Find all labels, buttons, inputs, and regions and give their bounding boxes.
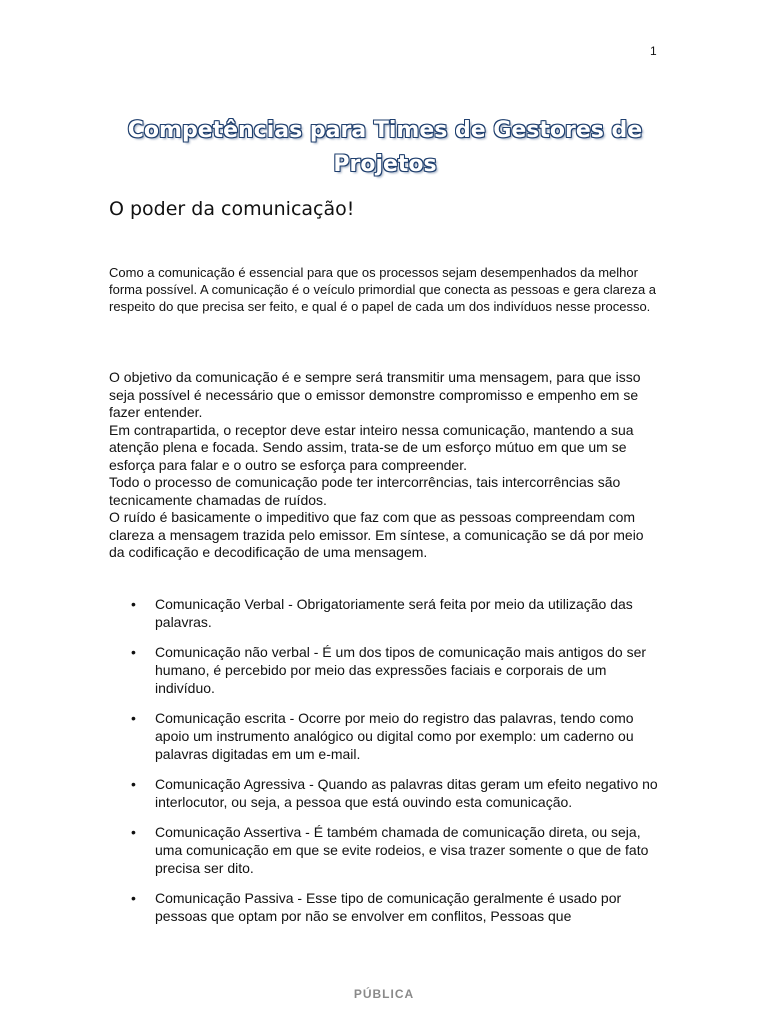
paragraph: O ruído é basicamente o impeditivo que faz com que as pessoas compreendam com clareza a mensagem trazida pelo emissor. Em síntese, a comunicação se dá por meio da codificação e decodificação de uma mensagem. xyxy=(109,509,644,560)
communication-types-list xyxy=(109,595,659,937)
intro-paragraph: Como a comunicação é essencial para que os processos sejam desempenhados da melhor forma possível. A comunicação é o veículo primordial que conecta as pessoas e gera clareza a respeito do que precisa ser feito, e qual é o papel de cada um dos indivíduos nesse processo. xyxy=(109,265,657,314)
classification-footer: PÚBLICA xyxy=(353,987,415,1001)
bullet-icon: • xyxy=(131,890,136,906)
list-item-text: Comunicação Agressiva - Quando as palavras ditas geram um efeito negativo no interlocutor, ou seja, a pessoa que está ouvindo esta comunicação. xyxy=(155,776,658,810)
body-text xyxy=(109,369,659,562)
bullet-icon: • xyxy=(131,776,136,792)
paragraph: Em contrapartida, o receptor deve estar inteiro nessa comunicação, mantendo a sua atenção plena e focada. Sendo assim, trata-se de um esforço mútuo em que um se esforça para falar e o outro se esforça para compreender. xyxy=(109,421,634,473)
list-item xyxy=(109,595,659,631)
page-number: 1 xyxy=(650,44,657,58)
bullet-icon: • xyxy=(131,644,136,660)
list-item xyxy=(109,643,659,697)
paragraph: Todo o processo de comunicação pode ter intercorrências, tais intercorrências são tecnicamente chamadas de ruídos. xyxy=(109,474,621,508)
list-item-text: Comunicação escrita - Ocorre por meio do registro das palavras, tendo como apoio um instrumento analógico ou digital como por exemplo: um caderno ou palavras digitadas em um e-mail. xyxy=(155,710,634,762)
list-item-text: Comunicação não verbal - É um dos tipos de comunicação mais antigos do ser humano, é percebido por meio das expressões faciais e corporais de um indivíduo. xyxy=(155,644,647,696)
bullet-icon: • xyxy=(131,824,136,840)
document-title: Competências para Times de Gestores de Projetos xyxy=(127,118,643,177)
list-item xyxy=(109,709,659,763)
list-item-text: Comunicação Passiva - Esse tipo de comunicação geralmente é usado por pessoas que optam por não se envolver em conflitos, Pessoas que xyxy=(155,890,622,924)
section-heading: O poder da comunicação! xyxy=(109,198,355,220)
list-item xyxy=(109,889,659,925)
list-item-text: Comunicação Verbal - Obrigatoriamente será feita por meio da utilização das palavras. xyxy=(155,596,633,630)
paragraph: O objetivo da comunicação é e sempre será transmitir uma mensagem, para que isso seja possível é necessário que o emissor demonstre compromisso e empenho em se fazer entender. xyxy=(109,369,641,420)
list-item xyxy=(109,823,659,877)
list-item-text: Comunicação Assertiva - É também chamada de comunicação direta, ou seja, uma comunicação em que se evite rodeios, e visa trazer somente o que de fato precisa ser dito. xyxy=(155,824,649,876)
bullet-icon: • xyxy=(131,710,136,726)
list-item xyxy=(109,775,659,811)
bullet-icon: • xyxy=(131,596,136,612)
